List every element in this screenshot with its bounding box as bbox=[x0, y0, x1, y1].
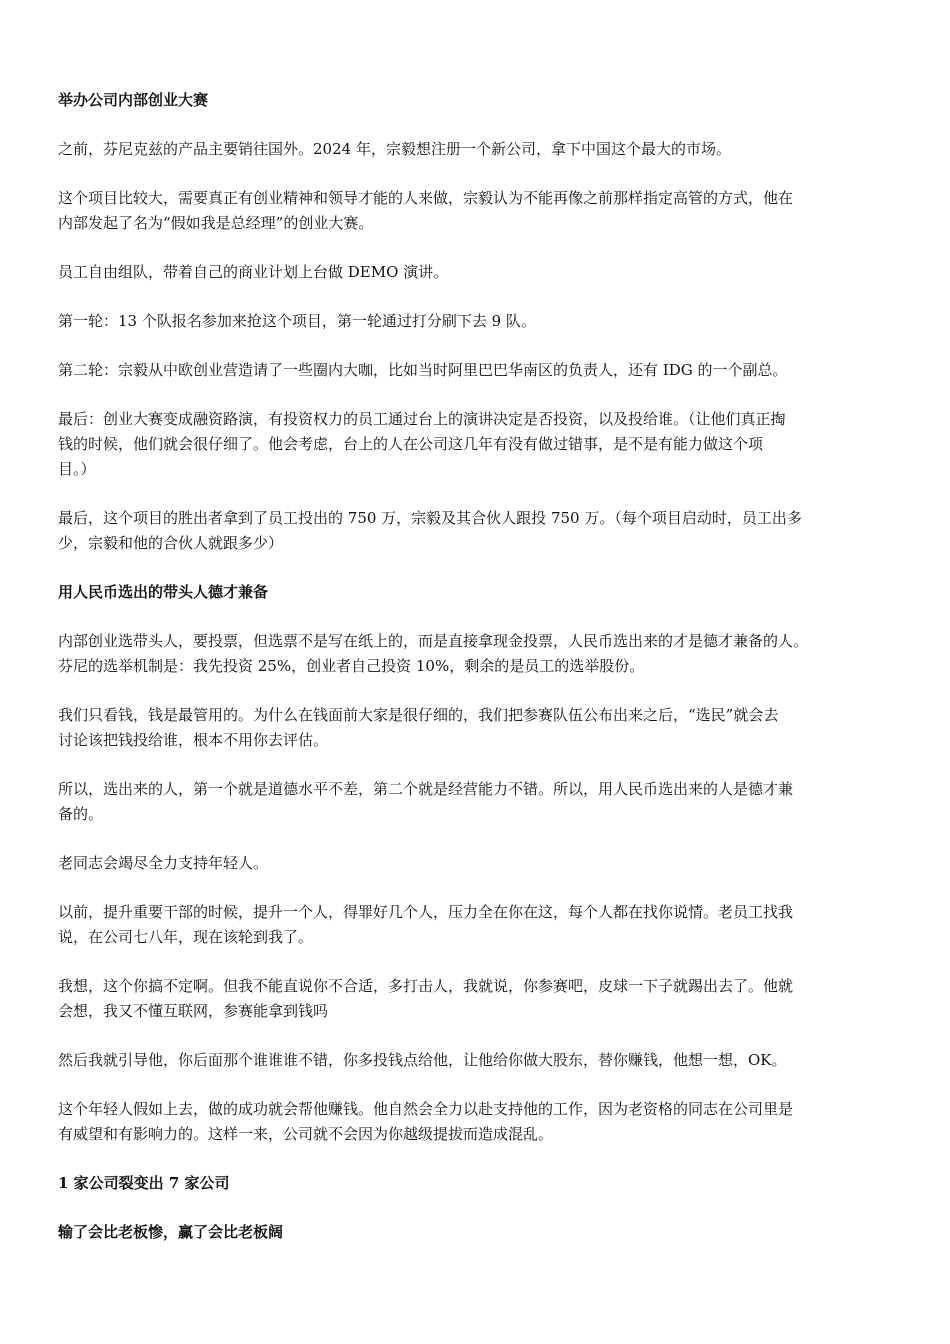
text-line: 老同志会竭尽全力支持年轻人。 bbox=[58, 854, 269, 872]
text-line: 然后我就引导他，你后面那个谁谁谁不错，你多投钱点给他，让他给你做大股东，替你赚钱，他想一想，OK。 bbox=[58, 1051, 787, 1069]
text-line: 最后，这个项目的胜出者拿到了员工投出的 750 万，宗毅及其合伙人跟投 750 万。（每个项目启动时，员工出多 bbox=[58, 509, 802, 527]
text-line: 员工自由组队，带着自己的商业计划上台做 DEMO 演讲。 bbox=[58, 263, 449, 281]
text-line: 芬尼的选举机制是：我先投资 25%，创业者自己投资 10%，剩余的是员工的选举股份。 bbox=[58, 657, 645, 675]
text-line: 少，宗毅和他的合伙人就跟多少） bbox=[58, 534, 284, 552]
text-line: 我想，这个你搞不定啊。但我不能直说你不合适，多打击人，我就说，你参赛吧，皮球一下子就踢出去了。他就 bbox=[58, 977, 794, 995]
section-heading bbox=[58, 1171, 903, 1196]
text-line: 以前，提升重要干部的时候，提升一个人，得罪好几个人，压力全在你在这，每个人都在找你说情。老员工找我 bbox=[58, 903, 794, 921]
paragraph bbox=[58, 703, 903, 753]
text-line: 最后：创业大赛变成融资路演，有投资权力的员工通过台上的演讲决定是否投资，以及投给谁。（让他们真正掏 bbox=[58, 410, 786, 428]
paragraph bbox=[58, 974, 903, 1024]
text-line: 内部创业选带头人，要投票，但选票不是写在纸上的，而是直接拿现金投票，人民币选出来的才是德才兼备的人。 bbox=[58, 632, 809, 650]
text-line: 钱的时候，他们就会很仔细了。他会考虑，台上的人在公司这几年有没有做过错事，是不是有能力做这个项 bbox=[58, 435, 764, 453]
section-heading bbox=[58, 580, 903, 605]
text-line: 用人民币选出的带头人德才兼备 bbox=[58, 583, 269, 601]
paragraph bbox=[58, 260, 903, 285]
paragraph bbox=[58, 900, 903, 950]
paragraph bbox=[58, 629, 903, 679]
paragraph bbox=[58, 1097, 903, 1147]
paragraph bbox=[58, 186, 903, 236]
text-line: 所以，选出来的人，第一个就是道德水平不差，第二个就是经营能力不错。所以，用人民币选出来的人是德才兼 bbox=[58, 780, 794, 798]
text-line: 之前，芬尼克兹的产品主要销往国外。2024 年，宗毅想注册一个新公司，拿下中国这个最大的市场。 bbox=[58, 140, 731, 158]
text-line: 备的。 bbox=[58, 805, 104, 823]
section-heading bbox=[58, 88, 903, 113]
paragraph bbox=[58, 777, 903, 827]
text-line: 举办公司内部创业大赛 bbox=[58, 91, 209, 109]
text-line: 第一轮：13 个队报名参加来抢这个项目，第一轮通过打分刷下去 9 队。 bbox=[58, 312, 536, 330]
paragraph bbox=[58, 407, 903, 482]
paragraph bbox=[58, 137, 903, 162]
text-line: 这个项目比较大，需要真正有创业精神和领导才能的人来做，宗毅认为不能再像之前那样指定高管的方式，他在 bbox=[58, 189, 794, 207]
text-line: 说，在公司七八年，现在该轮到我了。 bbox=[58, 928, 314, 946]
paragraph bbox=[58, 506, 903, 556]
text-line: 讨论该把钱投给谁，根本不用你去评估。 bbox=[58, 731, 329, 749]
paragraph bbox=[58, 309, 903, 334]
text-line: 输了会比老板惨，赢了会比老板阔 bbox=[58, 1223, 284, 1241]
text-line: 会想，我又不懂互联网，参赛能拿到钱吗 bbox=[58, 1002, 329, 1020]
text-line: 这个年轻人假如上去，做的成功就会帮他赚钱。他自然会全力以赴支持他的工作，因为老资格的同志在公司里是 bbox=[58, 1100, 794, 1118]
text-line: 目。） bbox=[58, 460, 96, 478]
paragraph bbox=[58, 851, 903, 876]
document-page bbox=[58, 88, 903, 1269]
text-line: 我们只看钱，钱是最管用的。为什么在钱面前大家是很仔细的，我们把参赛队伍公布出来之后，“选民”就会去 bbox=[58, 706, 779, 724]
text-line: 1 家公司裂变出 7 家公司 bbox=[58, 1174, 230, 1192]
text-line: 有威望和有影响力的。这样一来，公司就不会因为你越级提拔而造成混乱。 bbox=[58, 1125, 554, 1143]
text-line: 第二轮：宗毅从中欧创业营造请了一些圈内大咖，比如当时阿里巴巴华南区的负责人，还有 IDG 的一个副总。 bbox=[58, 361, 788, 379]
text-line: 内部发起了名为“假如我是总经理”的创业大赛。 bbox=[58, 214, 374, 232]
paragraph bbox=[58, 1048, 903, 1073]
section-heading bbox=[58, 1220, 903, 1245]
paragraph bbox=[58, 358, 903, 383]
